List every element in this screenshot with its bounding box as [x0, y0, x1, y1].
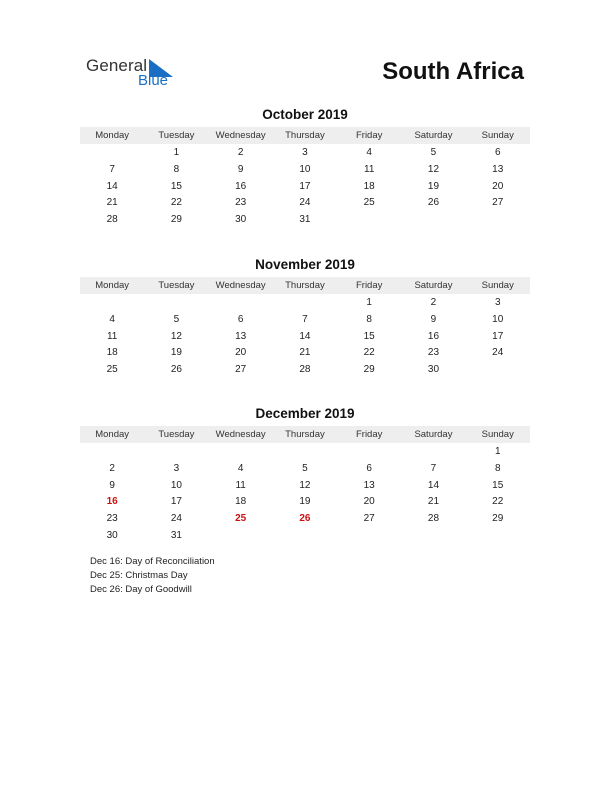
day-cell: 26: [427, 197, 440, 209]
weekday-label: Thursday: [285, 429, 325, 440]
day-cell: 4: [366, 147, 372, 158]
day-cell: 22: [170, 197, 182, 209]
week-row: [80, 528, 530, 545]
weekday-label: Monday: [95, 130, 130, 141]
weekday-label: Monday: [95, 429, 130, 440]
month-grid: [80, 145, 530, 229]
day-cell: 30: [235, 214, 247, 226]
day-cell: 28: [106, 214, 118, 226]
day-cell: 13: [363, 479, 375, 491]
day-cell: 6: [237, 313, 244, 325]
day-cell: 5: [430, 147, 437, 158]
day-cell: 7: [302, 313, 308, 325]
week-row: [80, 195, 530, 212]
week-row: [80, 345, 530, 362]
day-cell: 4: [237, 462, 244, 474]
day-cell: 3: [494, 297, 501, 308]
empty-day-cell: [401, 212, 465, 229]
day-cell: 10: [492, 313, 504, 325]
day-cell: 1: [366, 297, 372, 308]
day-cell: 17: [492, 330, 504, 342]
day-cell: 28: [299, 364, 311, 376]
day-cell: 12: [427, 163, 440, 175]
day-cell: 13: [492, 163, 504, 175]
weekday-label: Tuesday: [158, 280, 195, 291]
weekday-label: Sunday: [481, 429, 514, 440]
day-cell: 14: [106, 180, 118, 192]
empty-day-cell: [209, 528, 273, 545]
day-cell: 29: [363, 364, 375, 376]
day-cell: 2: [430, 297, 437, 308]
day-cell: 15: [363, 330, 375, 342]
day-cell: 24: [299, 197, 311, 209]
day-cell: 24: [492, 347, 504, 359]
day-cell: 23: [106, 513, 118, 525]
week-row: [80, 444, 530, 461]
empty-day-cell: [401, 528, 465, 545]
weekday-label: Friday: [355, 130, 383, 141]
day-cell: 27: [235, 364, 247, 376]
day-cell: 23: [235, 197, 247, 209]
day-cell: 13: [235, 330, 247, 342]
empty-day-cell: [273, 295, 337, 312]
logo-word-general: General: [86, 56, 148, 75]
month-november: [80, 256, 530, 379]
weekday-label: Thursday: [285, 130, 325, 141]
day-cell: 20: [363, 496, 375, 508]
month-grid: [80, 295, 530, 379]
day-cell: 25: [363, 197, 375, 209]
week-row: [80, 295, 530, 312]
empty-day-cell: [337, 444, 401, 461]
weekday-label: Tuesday: [158, 429, 195, 440]
day-cell: 21: [299, 347, 311, 359]
day-cell: 29: [170, 214, 182, 226]
day-cell: 9: [237, 163, 244, 175]
empty-day-cell: [209, 444, 273, 461]
week-row: [80, 362, 530, 379]
holiday-note: Dec 26: Day of Goodwill: [90, 584, 192, 595]
empty-day-cell: [273, 528, 337, 545]
day-cell: 12: [170, 330, 182, 342]
day-cell: 28: [427, 513, 440, 525]
day-cell: 2: [109, 462, 115, 474]
day-cell: 5: [173, 313, 180, 325]
month-title: October 2019: [262, 107, 348, 122]
empty-day-cell: [466, 362, 530, 379]
day-cell: 8: [366, 313, 372, 325]
empty-day-cell: [80, 295, 144, 312]
weekday-label: Sunday: [481, 280, 514, 291]
day-cell: 21: [106, 197, 118, 209]
weekday-header: [80, 277, 530, 294]
day-cell: 26: [170, 364, 182, 376]
day-cell: 16: [235, 180, 247, 192]
holiday-note: Dec 16: Day of Reconciliation: [90, 556, 215, 567]
week-row: [80, 312, 530, 329]
day-cell: 27: [363, 513, 375, 525]
day-cell: 1: [494, 446, 501, 457]
week-row: [80, 511, 530, 528]
month-title: November 2019: [255, 257, 355, 272]
empty-day-cell: [401, 444, 465, 461]
day-cell: 22: [492, 496, 504, 508]
day-cell: 22: [363, 347, 375, 359]
day-cell: 31: [170, 529, 182, 541]
empty-day-cell: [466, 528, 530, 545]
holiday-note: Dec 25: Christmas Day: [90, 570, 188, 581]
day-cell: 9: [109, 479, 115, 491]
week-row: [80, 145, 530, 162]
day-cell: 30: [106, 529, 118, 541]
day-cell: 21: [427, 496, 440, 508]
month-october: [80, 106, 530, 229]
country-title: South Africa: [382, 58, 524, 85]
weekday-header: [80, 426, 530, 443]
day-cell: 31: [299, 214, 311, 226]
day-cell: 5: [302, 462, 308, 474]
day-cell: 4: [109, 313, 115, 325]
empty-day-cell: [80, 145, 144, 162]
day-cell: 7: [109, 163, 115, 175]
day-cell: 18: [106, 347, 118, 359]
day-cell: 18: [235, 496, 247, 508]
day-cell: 14: [427, 479, 440, 491]
day-cell: 8: [494, 462, 501, 474]
week-row: [80, 494, 530, 511]
week-row: [80, 478, 530, 495]
logo-word-blue: Blue: [138, 72, 169, 89]
day-cell: 16: [427, 330, 440, 342]
holiday-day-cell: 25: [235, 513, 247, 525]
day-cell: 3: [173, 462, 180, 474]
day-cell: 19: [299, 496, 311, 508]
day-cell: 29: [492, 513, 504, 525]
day-cell: 20: [235, 347, 247, 359]
day-cell: 3: [302, 147, 308, 158]
day-cell: 2: [237, 147, 244, 158]
day-cell: 12: [299, 479, 311, 491]
day-cell: 10: [170, 479, 182, 491]
empty-day-cell: [273, 444, 337, 461]
weekday-label: Tuesday: [158, 130, 195, 141]
month-grid: [80, 444, 530, 545]
weekday-header: [80, 127, 530, 144]
day-cell: 14: [299, 330, 311, 342]
empty-day-cell: [337, 212, 401, 229]
day-cell: 7: [430, 462, 437, 474]
day-cell: 9: [430, 313, 437, 325]
day-cell: 6: [366, 462, 372, 474]
day-cell: 15: [492, 479, 504, 491]
day-cell: 25: [106, 364, 118, 376]
month-title: December 2019: [255, 406, 355, 421]
day-cell: 18: [363, 180, 375, 192]
empty-day-cell: [209, 295, 273, 312]
holiday-day-cell: 26: [299, 513, 311, 525]
day-cell: 11: [235, 479, 246, 491]
day-cell: 19: [170, 347, 182, 359]
day-cell: 1: [173, 147, 180, 158]
day-cell: 27: [492, 197, 504, 209]
week-row: [80, 212, 530, 229]
empty-day-cell: [144, 444, 208, 461]
day-cell: 19: [427, 180, 440, 192]
weekday-label: Wednesday: [215, 130, 266, 141]
weekday-label: Saturday: [414, 130, 453, 141]
weekday-label: Saturday: [414, 429, 453, 440]
holiday-day-cell: 16: [106, 496, 118, 508]
day-cell: 17: [299, 180, 311, 192]
generalblue-logo: [86, 56, 196, 92]
empty-day-cell: [337, 528, 401, 545]
day-cell: 6: [494, 147, 501, 158]
empty-day-cell: [144, 295, 208, 312]
day-cell: 24: [170, 513, 182, 525]
weekday-label: Wednesday: [215, 280, 266, 291]
weekday-label: Thursday: [285, 280, 325, 291]
holiday-notes: [90, 555, 215, 597]
day-cell: 23: [427, 347, 440, 359]
week-row: [80, 461, 530, 478]
week-row: [80, 329, 530, 346]
day-cell: 30: [427, 364, 440, 376]
weekday-label: Wednesday: [215, 429, 266, 440]
weekday-label: Saturday: [414, 280, 453, 291]
day-cell: 8: [173, 163, 180, 175]
weekday-label: Sunday: [481, 130, 514, 141]
day-cell: 11: [364, 163, 375, 175]
week-row: [80, 179, 530, 196]
day-cell: 10: [299, 163, 311, 175]
month-december: [80, 405, 530, 545]
week-row: [80, 162, 530, 179]
weekday-label: Friday: [355, 429, 383, 440]
weekday-label: Friday: [355, 280, 383, 291]
empty-day-cell: [466, 212, 530, 229]
weekday-label: Monday: [95, 280, 130, 291]
day-cell: 15: [170, 180, 182, 192]
day-cell: 17: [170, 496, 182, 508]
day-cell: 11: [106, 330, 118, 342]
day-cell: 20: [492, 180, 504, 192]
empty-day-cell: [80, 444, 144, 461]
